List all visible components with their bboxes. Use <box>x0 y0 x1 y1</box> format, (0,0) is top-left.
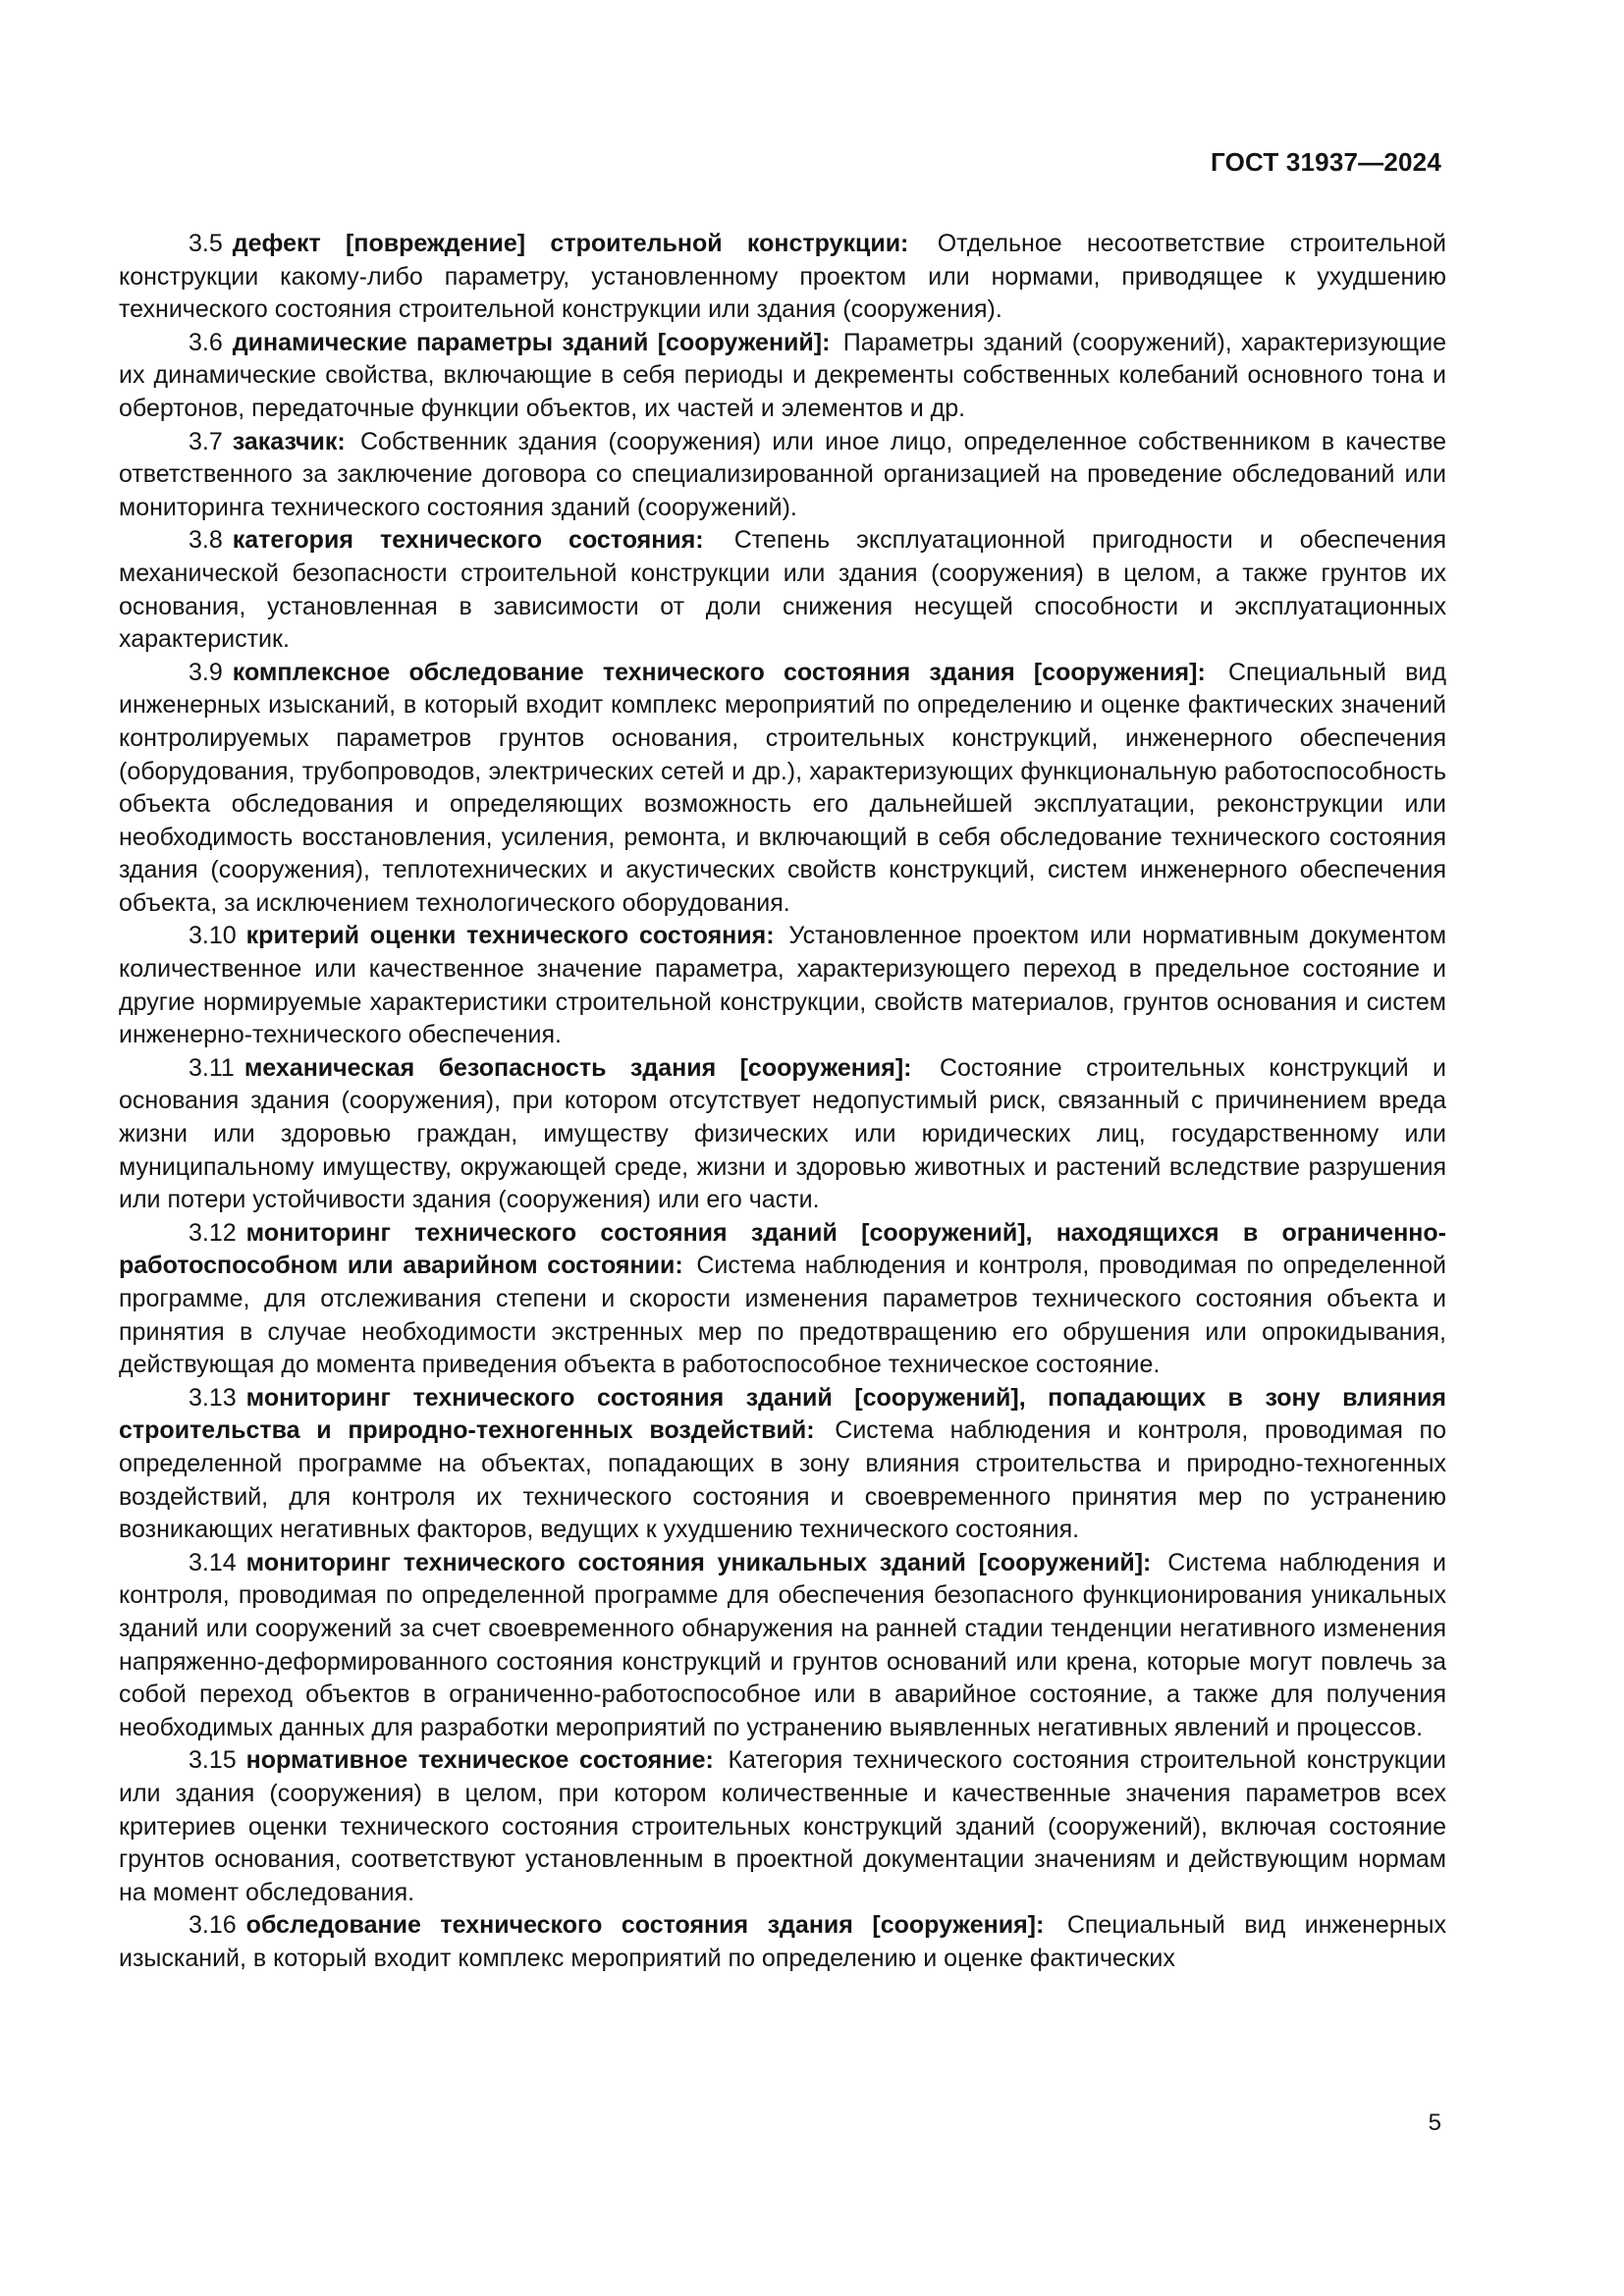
term-definition: Специальный вид инженерных изысканий, в который входит комплекс мероприятий по определению и оценке фактических <box>119 1911 1446 1972</box>
term-definition: Отдельное несоответствие строительной конструкции какому-либо параметру, установленному проектом или нормами, приводящее к ухудшению технического состояния строительной конструкции или здания (сооружения). <box>119 230 1447 324</box>
term-number: 3.12 <box>189 1218 237 1247</box>
term-3-9 <box>119 657 1446 921</box>
term-3-14 <box>119 1547 1446 1745</box>
term-name: мониторинг технического состояния зданий [сооружений], попадающих в зону влияния строительства и природно-техногенных воздействий: <box>119 1383 1446 1445</box>
term-definition: Установленное проектом или нормативным документом количественное или качественное значение параметра, характеризующего переход в предельное состояние и другие нормируемые характеристики строительной конструкции, свойств материалов, грунтов основания и систем инженерно-технического обеспечения. <box>119 922 1447 1049</box>
document-header: ГОСТ 31937—2024 <box>1211 147 1441 177</box>
term-number: 3.13 <box>189 1383 237 1412</box>
term-definition: Состояние строительных конструкций и основания здания (сооружения), при котором отсутствует недопустимый риск, связанный с причинением вреда жизни или здоровью граждан, имуществу физических или юридических лиц, государственному или муниципальному имуществу, окружающей среде, жизни и здоровью животных и растений вследствие разрушения или потери устойчивости здания (сооружения) или его части. <box>119 1053 1446 1214</box>
term-number: 3.8 <box>189 526 223 555</box>
page-number: 5 <box>1428 2109 1441 2136</box>
term-name: механическая безопасность здания [сооружения]: <box>244 1053 912 1082</box>
term-name: критерий оценки технического состояния: <box>245 922 775 950</box>
term-3-10 <box>119 920 1446 1051</box>
term-name: мониторинг технического состояния уникальных зданий [сооружений]: <box>245 1548 1152 1576</box>
term-3-16 <box>119 1909 1446 1975</box>
term-name: обследование технического состояния здания [сооружения]: <box>245 1911 1045 1940</box>
term-3-15 <box>119 1744 1446 1909</box>
term-name: мониторинг технического состояния зданий [сооружений], находящихся в ограниченно-работоспособном или аварийном состоянии: <box>119 1218 1446 1280</box>
term-number: 3.16 <box>189 1911 237 1940</box>
term-definition: Система наблюдения и контроля, проводимая по определенной программе на объектах, попадающих в зону влияния строительства и природно-техногенных воздействий, для контроля их технического состояния и своевременного принятия мер по устранению возникающих негативных факторов, ведущих к ухудшению технического состояния. <box>119 1416 1447 1544</box>
term-name: нормативное техническое состояние: <box>245 1746 714 1775</box>
term-3-11 <box>119 1052 1446 1217</box>
term-definition: Степень эксплуатационной пригодности и обеспечения механической безопасности строительной конструкции или здания (сооружения) в целом, а также грунтов их основания, установленная в зависимости от доли снижения несущей способности и эксплуатационных характеристик. <box>119 526 1446 654</box>
term-name: дефект [повреждение] строительной конструкции: <box>232 230 909 257</box>
term-definition: Система наблюдения и контроля, проводимая по определенной программе для обеспечения безопасного функционирования уникальных зданий или сооружений за счет своевременного обнаружения на ранней стадии тенденции негативного изменения напряженно-деформированного состояния конструкций и грунтов оснований или крена, которые могут повлечь за собой переход объектов в ограниченно-работоспособное или в аварийное состояние, а также для получения необходимых данных для разработки мероприятий по устранению выявленных негативных явлений и процессов. <box>119 1548 1446 1741</box>
term-number: 3.5 <box>189 230 223 257</box>
terms-section <box>119 228 1446 1975</box>
term-3-13 <box>119 1382 1446 1547</box>
term-definition: Специальный вид инженерных изысканий, в который входит комплекс мероприятий по определению и оценке фактических значений контролируемых параметров грунтов основания, строительных конструкций, инженерного обеспечения (оборудования, трубопроводов, электрических сетей и др.), характеризующих функциональную работоспособность объекта обследования и определяющих возможность его дальнейшей эксплуатации, реконструкции или необходимость восстановления, усиления, ремонта, и включающий в себя обследование технического состояния здания (сооружения), теплотехнических и акустических свойств конструкций, систем инженерного обеспечения объекта, за исключением технологического оборудования. <box>119 658 1446 917</box>
term-name: комплексное обследование технического состояния здания [сооружения]: <box>232 658 1206 686</box>
term-number: 3.7 <box>189 427 223 455</box>
term-number: 3.15 <box>189 1746 237 1775</box>
term-number: 3.10 <box>189 922 237 950</box>
term-number: 3.11 <box>189 1053 235 1082</box>
term-3-7 <box>119 426 1446 525</box>
term-definition: Категория технического состояния строительной конструкции или здания (сооружения) в целом, при котором количественные и качественные значения параметров всех критериев оценки технического состояния строительных конструкций зданий (сооружений), включая состояние грунтов основания, соответствуют установленным в проектной документации значениям и действующим нормам на момент обследования. <box>119 1746 1446 1906</box>
term-number: 3.14 <box>189 1548 237 1576</box>
term-number: 3.6 <box>189 328 223 356</box>
term-definition: Система наблюдения и контроля, проводимая по определенной программе, для отслеживания степени и скорости изменения параметров технического состояния объекта и принятия в случае необходимости экстренных мер по предотвращению его обрушения или опрокидывания, действующая до момента приведения объекта в работоспособное техническое состояние. <box>119 1252 1447 1379</box>
term-name: динамические параметры зданий [сооружений]: <box>232 328 831 356</box>
term-3-5 <box>119 228 1446 327</box>
term-name: заказчик: <box>232 427 346 455</box>
term-name: категория технического состояния: <box>232 526 704 555</box>
term-definition: Параметры зданий (сооружений), характеризующие их динамические свойства, включающие в себя периоды и декременты собственных колебаний основного тона и обертонов, передаточные функции объектов, их частей и элементов и др. <box>119 328 1446 422</box>
term-definition: Собственник здания (сооружения) или иное лицо, определенное собственником в качестве ответственного за заключение договора со специализированной организацией на проведение обследований или мониторинга технического состояния зданий (сооружений). <box>119 427 1446 521</box>
term-3-6 <box>119 327 1446 426</box>
term-3-12 <box>119 1217 1446 1382</box>
term-number: 3.9 <box>189 658 223 686</box>
term-3-8 <box>119 524 1446 656</box>
